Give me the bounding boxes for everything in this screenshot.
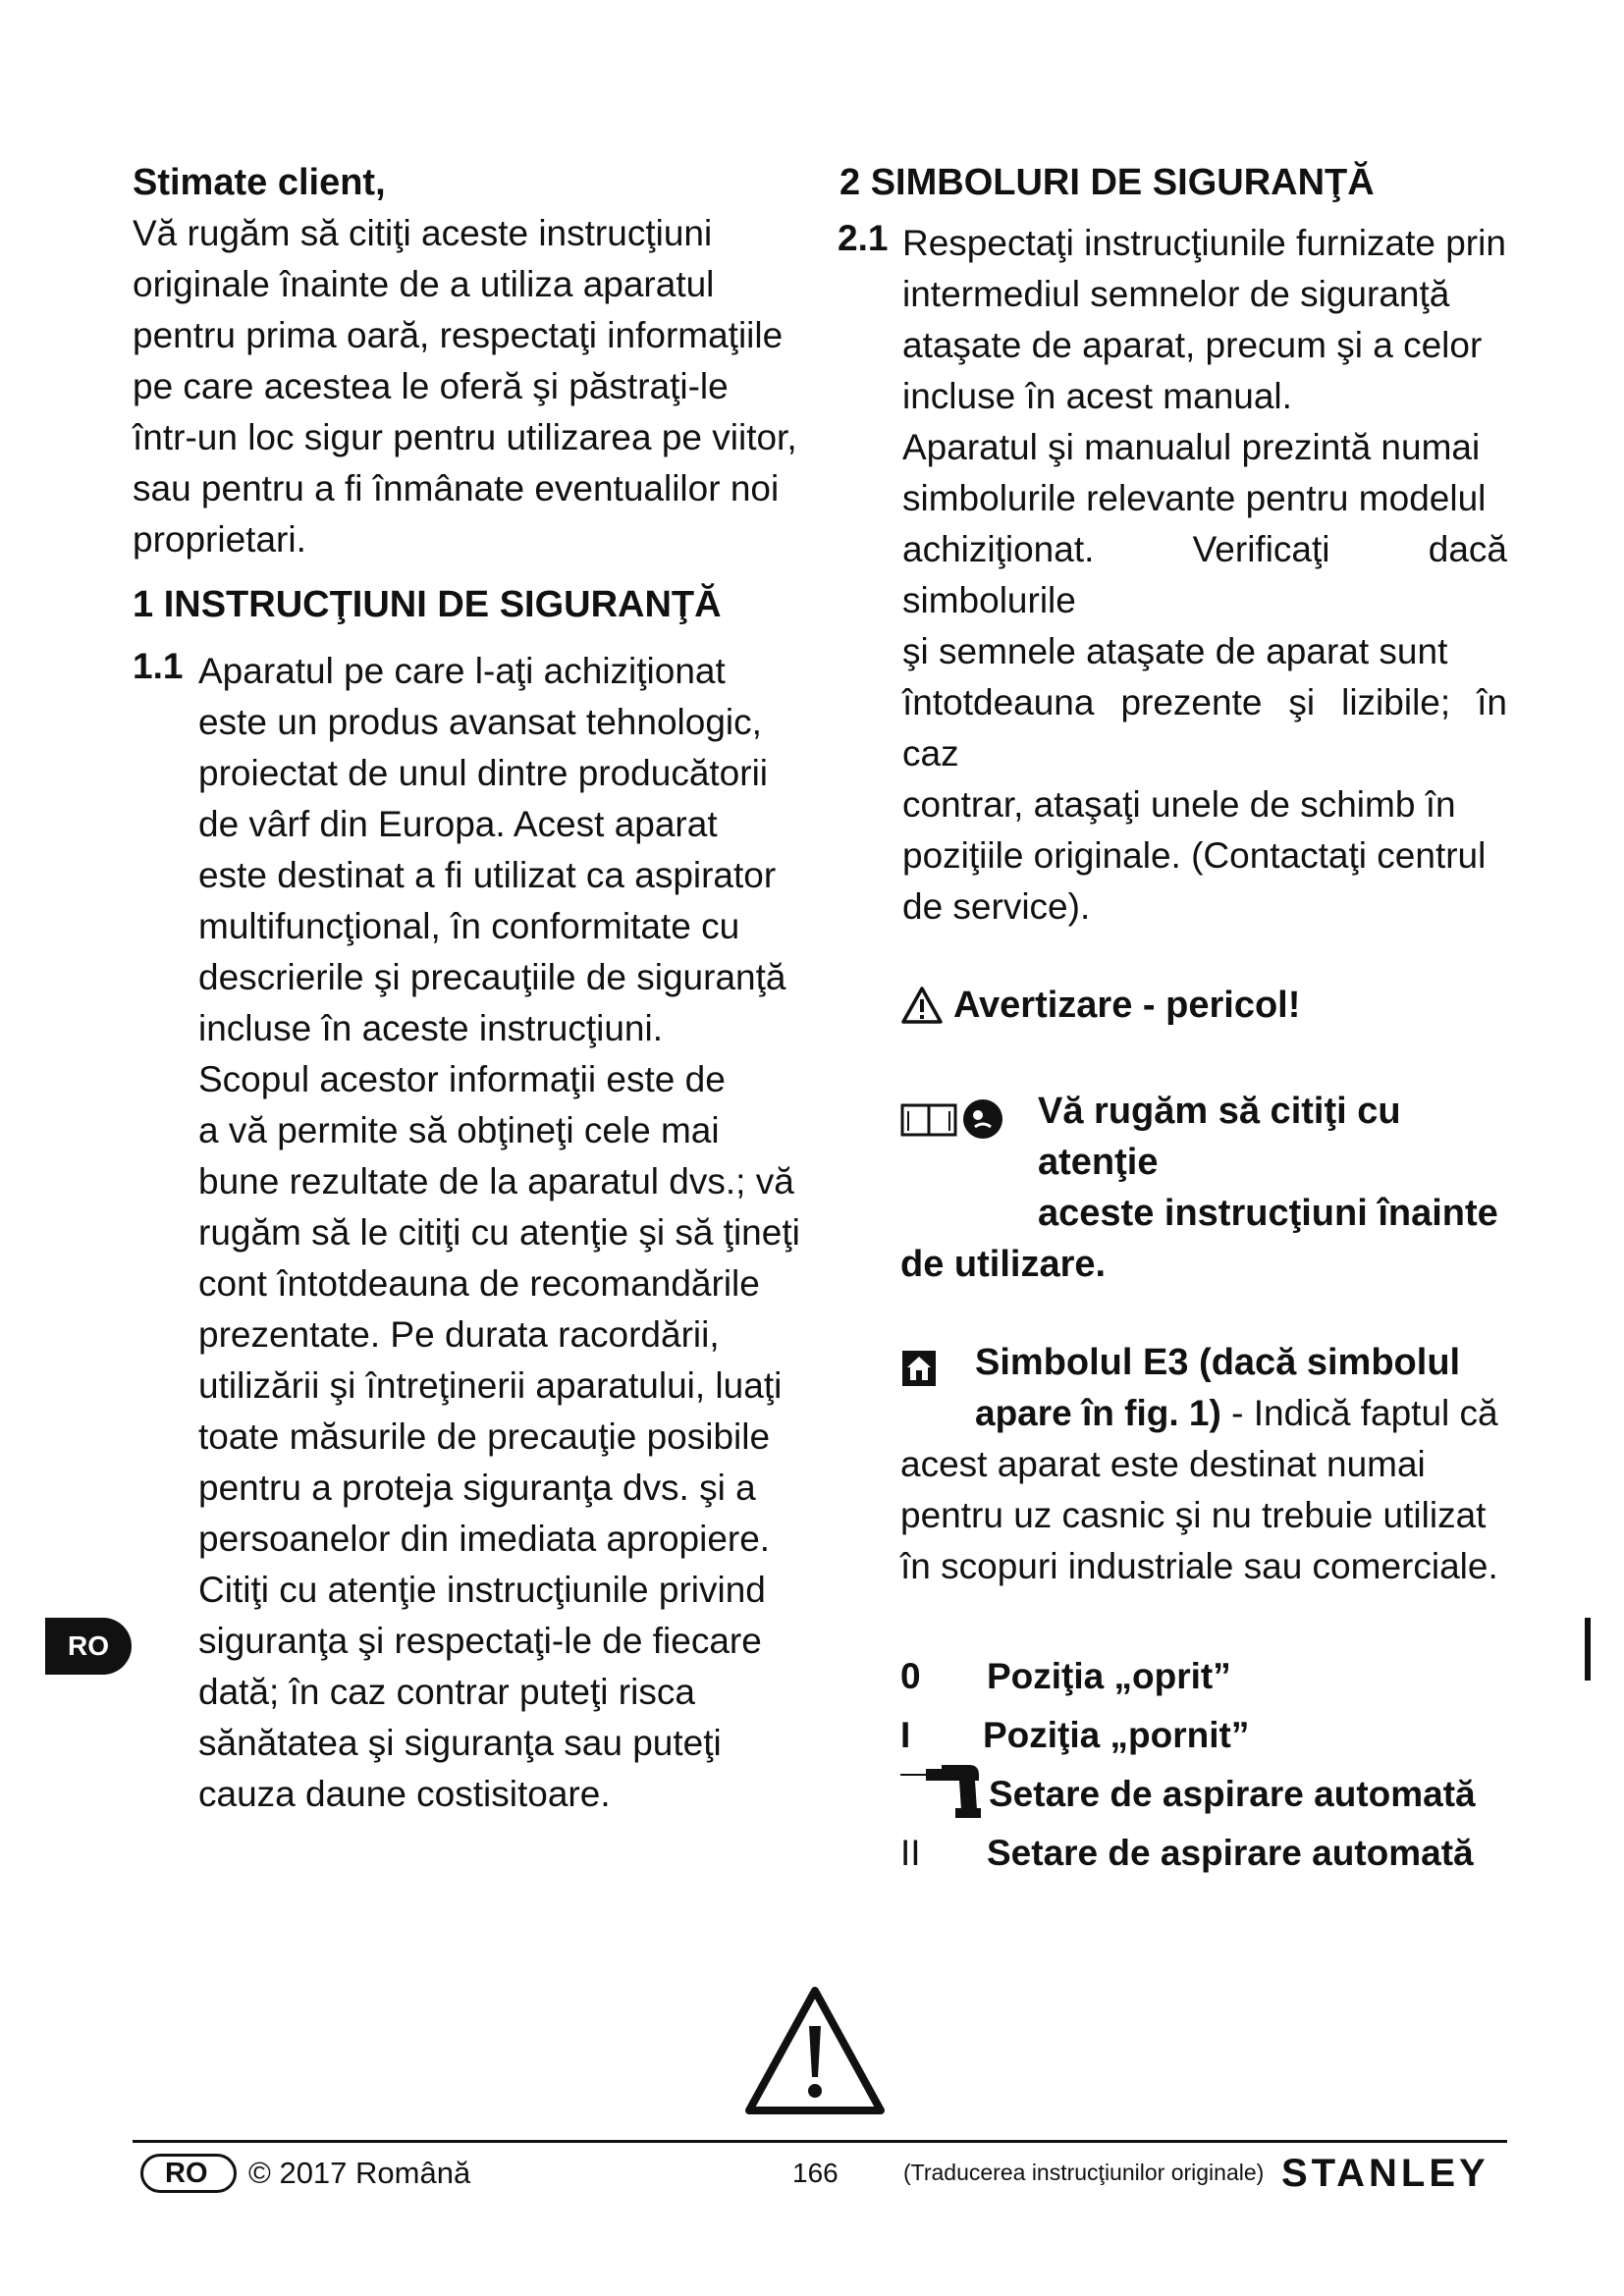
text-line: proiectat de unul dintre producătorii (198, 753, 769, 793)
text-line: a vă permite să obţineţi cele mai (198, 1110, 720, 1150)
text-line: simbolurile relevante pentru modelul (902, 478, 1487, 518)
warning-label: Avertizare - pericol! (953, 985, 1301, 1026)
position-on (900, 1706, 1507, 1765)
position-auto-key: II (900, 1833, 921, 1873)
read-line-1: Vă rugăm să citiţi cu atenţie (1038, 1091, 1401, 1183)
text-line: Citiţi cu atenţie instrucţiunile privind (198, 1570, 766, 1610)
read-manual-row (839, 1086, 1507, 1290)
e3-description (900, 1439, 1507, 1592)
left-column (133, 157, 810, 1820)
brand-logo: STANLEY (1281, 2152, 1489, 2195)
text-line: de vârf din Europa. Acest aparat (198, 804, 718, 844)
item-2-1-text (839, 218, 1507, 933)
section2-title: 2 SIMBOLURI DE SIGURANŢĂ (839, 162, 1375, 203)
text-line: bune rezultate de la aparatul dvs.; vă (198, 1161, 794, 1201)
right-column (839, 157, 1507, 1883)
copyright-language: © 2017 Română (248, 2156, 471, 2190)
read-instructions-icon (961, 1097, 1004, 1141)
warning-triangle-icon (900, 986, 944, 1025)
text-line: sănătatea şi siguranţa sau puteţi (198, 1723, 722, 1763)
read-line-3: de utilizare. (900, 1244, 1107, 1285)
position-on-label: Poziţia „pornit” (983, 1715, 1250, 1755)
position-auto (900, 1824, 1507, 1883)
position-auto-tool (900, 1765, 1507, 1824)
power-tool-icon (900, 1761, 989, 1820)
e3-line-2-rest: - Indică faptul că (1220, 1393, 1498, 1433)
text-line: dată; în caz contrar puteţi risca (198, 1672, 695, 1712)
text-line: pentru uz casnic şi nu trebuie utilizat (900, 1495, 1487, 1535)
text-line: intermediul semnelor de siguranţă (902, 274, 1450, 314)
text-line: proprietari. (133, 519, 306, 560)
section1-title: 1 INSTRUCŢIUNI DE SIGURANŢĂ (133, 584, 722, 625)
footer (133, 2152, 1507, 2201)
warning-row (839, 980, 1507, 1031)
text-line: multifuncţional, în conformitate cu (198, 906, 740, 946)
item-2-1 (839, 218, 1507, 933)
intro-paragraph (133, 208, 810, 565)
manual-book-icon (900, 1101, 957, 1139)
read-line-2: aceste instrucţiuni înainte (1038, 1193, 1498, 1234)
e3-line-2-bold: apare în fig. 1) (975, 1393, 1221, 1433)
text-line: ataşate de aparat, precum şi a celor (902, 325, 1483, 365)
position-auto-tool-label: Setare de aspirare automată (989, 1774, 1476, 1814)
text-line: persoanelor din imediata apropiere. (198, 1519, 771, 1559)
text-line: de service). (902, 886, 1091, 927)
text-line: este un produs avansat tehnologic, (198, 702, 762, 742)
text-line: siguranţa şi respectaţi-le de fiecare (198, 1621, 762, 1661)
text-line: acest aparat este destinat numai (900, 1444, 1426, 1484)
item-2-1-number: 2.1 (838, 218, 889, 258)
position-auto-label: Setare de aspirare automată (987, 1833, 1474, 1873)
text-line: toate măsurile de precauţie posibile (198, 1416, 771, 1457)
item-1-1 (133, 646, 810, 1820)
text-line: incluse în acest manual. (902, 376, 1292, 416)
translation-note: (Traducerea instrucţiunilor originale) (903, 2160, 1265, 2185)
text-line: descrierile şi precauţiile de siguranţă (198, 957, 786, 997)
text-line: incluse în aceste instrucţiuni. (198, 1008, 664, 1048)
text-line: poziţiile originale. (Contactaţi centrul (902, 835, 1487, 876)
text-line: în scopuri industriale sau comerciale. (900, 1546, 1498, 1586)
e3-line-1: Simbolul E3 (dacă simbolul (975, 1342, 1461, 1383)
text-line: cont întotdeauna de recomandările (198, 1263, 760, 1304)
language-code-badge: RO (140, 2154, 237, 2193)
text-line: Aparatul pe care l-aţi achiziţionat (198, 651, 726, 691)
position-off-label: Poziţia „oprit” (987, 1656, 1231, 1696)
language-side-tab: RO (45, 1618, 132, 1675)
household-house-icon (902, 1351, 936, 1386)
text-line: utilizării şi întreţinerii aparatului, luaţi (198, 1365, 783, 1406)
position-on-key: I (900, 1715, 911, 1755)
text-line: într-un loc sigur pentru utilizarea pe viitor, (133, 417, 797, 457)
text-line: este destinat a fi utilizat ca aspirator (198, 855, 777, 895)
text-line: Respectaţi instrucţiunile furnizate prin (902, 223, 1506, 263)
text-line: originale înainte de a utiliza aparatul (133, 264, 715, 304)
text-line: sau pentru a fi înmânate eventualilor noi (133, 468, 780, 508)
warning-triangle-icon-large (743, 1985, 887, 2116)
position-off (900, 1647, 1507, 1706)
page-number: 166 (792, 2158, 839, 2188)
text-line: cauza daune costisitoare. (198, 1774, 611, 1814)
text-line: achiziţionat. Verificaţi dacă simbolurile (902, 529, 1507, 620)
text-line: rugăm să le citiţi cu atenţie şi să ţineţi (198, 1212, 800, 1253)
text-line: prezentate. Pe durata racordării, (198, 1314, 720, 1355)
position-off-key: 0 (900, 1656, 921, 1696)
text-line: pe care acestea le oferă şi păstraţi-le (133, 366, 729, 406)
text-line: contrar, ataşaţi unele de schimb în (902, 784, 1456, 825)
text-line: Scopul acestor informaţii este de (198, 1059, 726, 1099)
change-bar (1585, 1618, 1591, 1681)
text-line: şi semnele ataşate de aparat sunt (902, 631, 1448, 671)
item-1-1-text (133, 646, 810, 1820)
text-line: întotdeauna prezente şi lizibile; în caz (902, 682, 1507, 774)
e3-line-2 (900, 1388, 1507, 1439)
footer-rule (133, 2140, 1507, 2143)
text-line: Vă rugăm să citiţi aceste instrucţiuni (133, 213, 713, 253)
item-1-1-number: 1.1 (133, 646, 184, 686)
greeting: Stimate client, (133, 162, 386, 203)
positions-list (839, 1647, 1507, 1883)
text-line: Aparatul şi manualul prezintă numai (902, 427, 1481, 467)
e3-symbol-block (839, 1337, 1507, 1592)
text-line: pentru prima oară, respectaţi informaţiile (133, 315, 784, 355)
text-line: pentru a proteja siguranţa dvs. şi a (198, 1468, 756, 1508)
power-tool-icon-slot (900, 1765, 989, 1824)
